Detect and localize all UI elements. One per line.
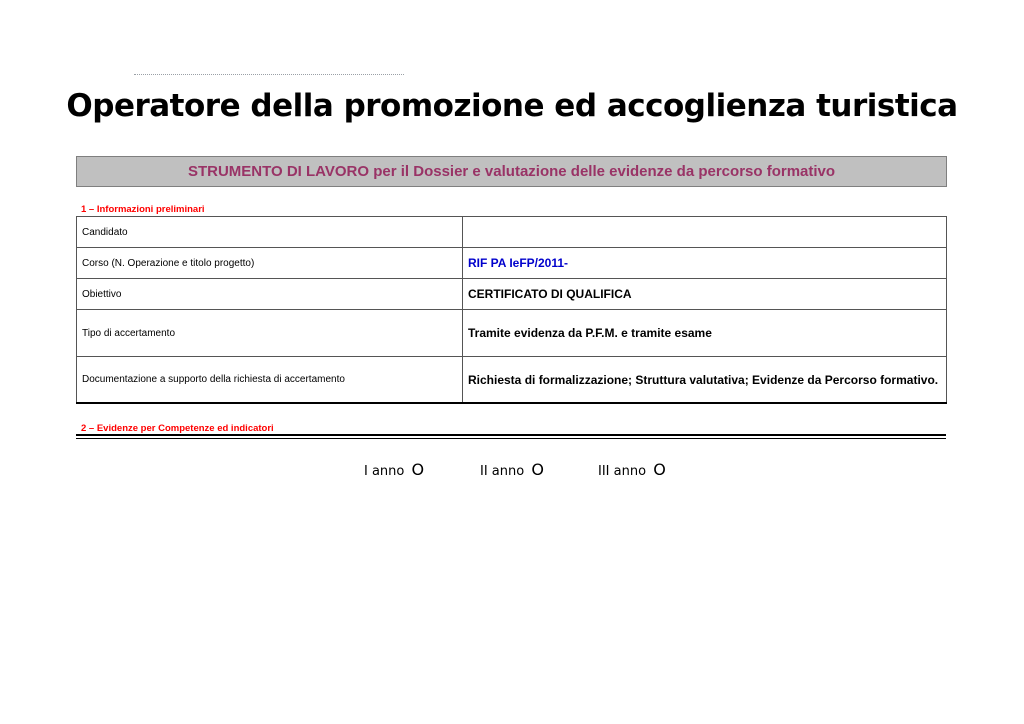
table-row [77,217,947,248]
year-option-3[interactable] [598,460,666,479]
info-table [76,216,947,403]
year-option-2[interactable] [480,460,544,479]
row-value-corso[interactable]: RIF PA IeFP/2011- [463,248,947,279]
year-option-label: II anno [480,464,525,479]
radio-circle-icon[interactable]: O [411,460,425,479]
row-label-obiettivo: Obiettivo [77,279,463,310]
table-row [77,310,947,357]
radio-circle-icon[interactable]: O [531,460,544,479]
row-label-documentazione: Documentazione a supporto della richiesta di accertamento [77,357,463,403]
row-label-corso: Corso (N. Operazione e titolo progetto) [77,248,463,279]
radio-circle-icon[interactable]: O [653,460,666,479]
section-2-double-rule [76,434,946,439]
banner-strumento [76,156,947,187]
table-row [77,357,947,403]
row-value-obiettivo[interactable]: CERTIFICATO DI QUALIFICA [463,279,947,310]
row-label-tipo-accertamento: Tipo di accertamento [77,310,463,357]
table-bottom-rule [76,402,947,404]
section-1-label: 1 – Informazioni preliminari [81,204,205,215]
section-2-label: 2 – Evidenze per Competenze ed indicatori [81,423,274,434]
table-row [77,279,947,310]
year-option-label: I anno [364,464,405,479]
row-value-candidato[interactable] [463,217,947,248]
header-dotted-rule [134,74,404,75]
table-row [77,248,947,279]
year-option-label: III anno [598,464,647,479]
year-option-1[interactable] [364,460,424,479]
row-value-documentazione[interactable]: Richiesta di formalizzazione; Struttura valutativa; Evidenze da Percorso formativo. [463,357,947,403]
document-title: Operatore della promozione ed accoglienza turistica [66,88,958,124]
banner-text: STRUMENTO DI LAVORO per il Dossier e valutazione delle evidenze da percorso formativo [187,163,836,180]
row-value-tipo-accertamento[interactable]: Tramite evidenza da P.F.M. e tramite esame [463,310,947,357]
row-label-candidato: Candidato [77,217,463,248]
